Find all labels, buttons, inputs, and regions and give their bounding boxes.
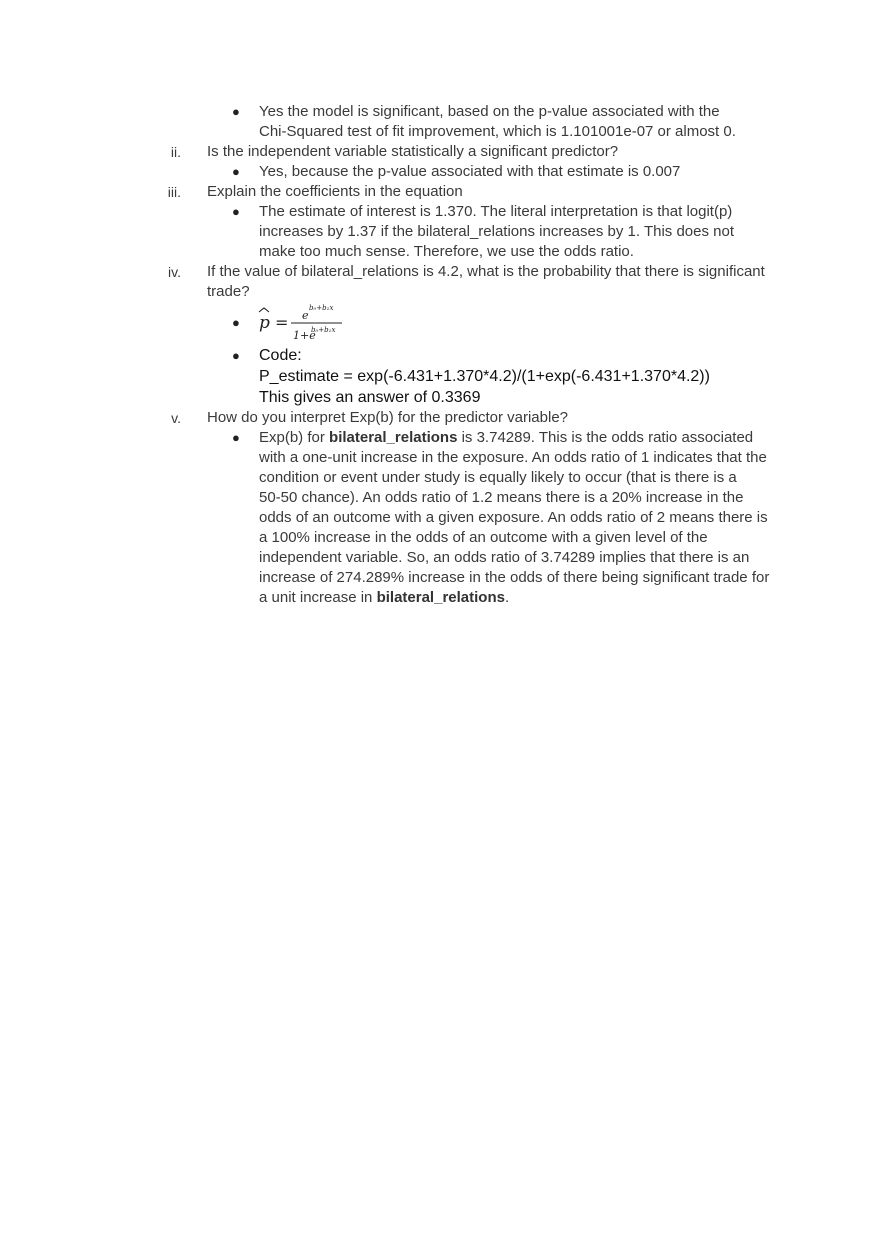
bullet-marker: ● — [232, 104, 240, 119]
q5-answer-line-7: independent variable. So, an odds ratio of 3.74289 implies that there is an — [259, 549, 750, 566]
bullet-marker: ● — [232, 164, 240, 179]
q1-answer-line-1: Yes the model is significant, based on the p-value associated with the — [259, 103, 720, 120]
formula-equals: = — [275, 313, 289, 332]
bullet-marker: ● — [232, 204, 240, 219]
q5-answer-line-6: a 100% increase in the odds of an outcome with a given level of the — [259, 529, 708, 546]
bullet-marker: ● — [232, 315, 240, 330]
code-label: Code: — [259, 347, 302, 364]
q5-question: How do you interpret Exp(b) for the predictor variable? — [207, 409, 569, 426]
q5-last-post: . — [504, 589, 510, 606]
list-marker-iv: iv. — [168, 264, 181, 280]
formula-graphic — [258, 300, 358, 346]
q5-line1-post: is 3.74289. This is the odds ratio associated — [457, 429, 754, 446]
q5-answer-line-5: odds of an outcome with a given exposure. An odds ratio of 2 means there is — [259, 509, 768, 526]
bullet-marker: ● — [232, 348, 240, 363]
q3-answer-line-1: The estimate of interest is 1.370. The literal interpretation is that logit(p) — [259, 203, 733, 220]
formula-denominator-exponent: b₀+b₁x — [311, 326, 336, 334]
q5-answer-line-1 — [259, 428, 753, 448]
q3-question: Explain the coefficients in the equation — [207, 183, 463, 200]
q1-answer-line-2: Chi-Squared test of fit improvement, which is 1.101001e-07 or almost 0. — [259, 123, 736, 140]
formula-lhs: p — [259, 313, 270, 333]
hat-accent — [259, 308, 269, 312]
list-marker-v: v. — [171, 410, 181, 426]
q2-answer: Yes, because the p-value associated with that estimate is 0.007 — [259, 163, 681, 180]
code-answer: This gives an answer of 0.3369 — [259, 389, 481, 406]
q4-question-line-1: If the value of bilateral_relations is 4.2, what is the probability that there is significant — [207, 263, 765, 280]
q5-answer-line-8: increase of 274.289% increase in the odds of there being significant trade for — [259, 569, 770, 586]
bullet-marker: ● — [232, 430, 240, 445]
q5-line1-pre: Exp(b) for — [259, 429, 330, 446]
code-line: P_estimate = exp(-6.431+1.370*4.2)/(1+exp(-6.431+1.370*4.2)) — [259, 368, 710, 385]
formula-numerator: e — [302, 309, 309, 322]
q3-answer-line-2: increases by 1.37 if the bilateral_relations increases by 1. This does not — [259, 223, 734, 240]
q5-answer-line-3: condition or event under study is equally likely to occur (that is there is a — [259, 469, 737, 486]
q3-answer-line-3: make too much sense. Therefore, we use the odds ratio. — [259, 243, 634, 260]
q2-question: Is the independent variable statistically a significant predictor? — [207, 143, 619, 160]
list-marker-ii: ii. — [170, 144, 181, 160]
formula-denominator: 1+e — [293, 329, 316, 342]
q4-question-line-2: trade? — [207, 283, 250, 300]
q5-last-bold: bilateral_relations — [376, 589, 505, 606]
formula-numerator-exponent: b₀+b₁x — [309, 304, 334, 312]
probability-formula — [258, 300, 358, 350]
list-marker-iii: iii. — [167, 184, 181, 200]
q5-line1-bold: bilateral_relations — [329, 429, 458, 446]
q5-last-pre: a unit increase in — [259, 589, 377, 606]
q5-answer-line-4: 50-50 chance). An odds ratio of 1.2 means there is a 20% increase in the — [259, 489, 744, 506]
q5-answer-line-2: with a one-unit increase in the exposure. An odds ratio of 1 indicates that the — [259, 449, 767, 466]
q5-answer-line-9 — [259, 588, 509, 608]
